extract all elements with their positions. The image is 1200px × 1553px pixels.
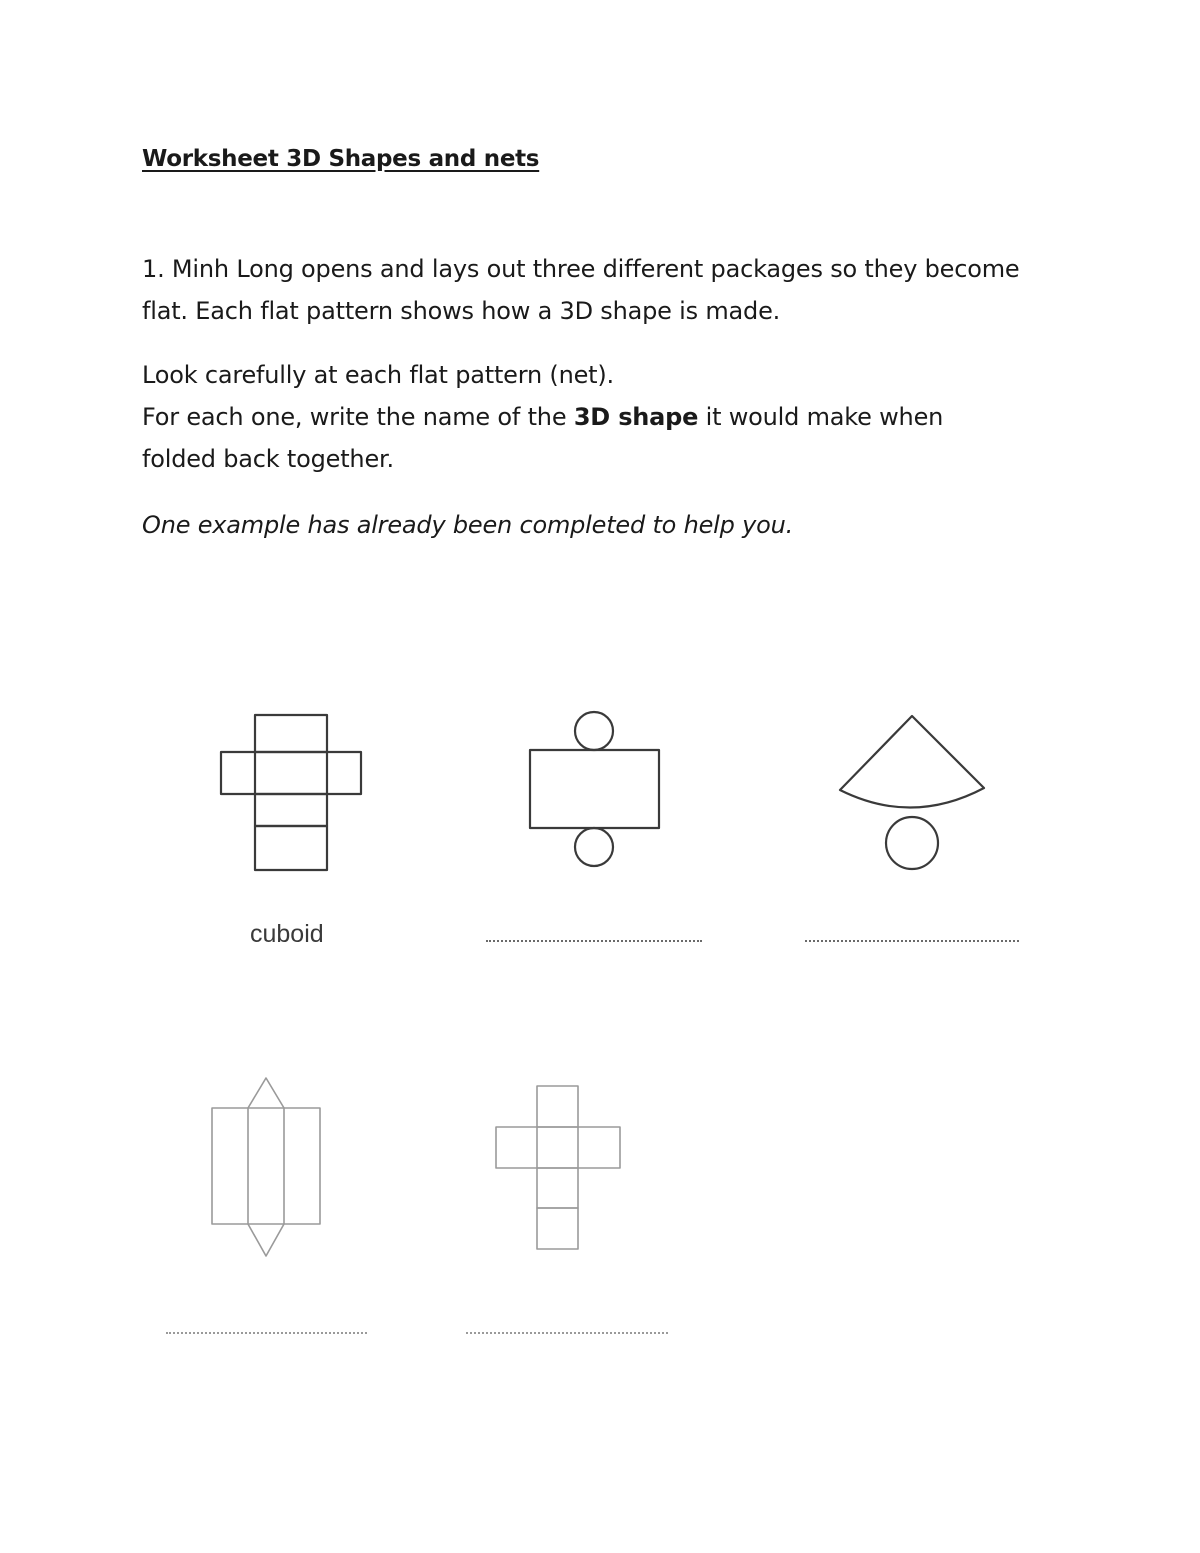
cylinder-net-bottom-circle <box>575 828 613 866</box>
cuboid-net-back-face <box>255 826 327 870</box>
cone-net-diagram <box>838 714 988 870</box>
answer-line-4[interactable] <box>166 1332 367 1334</box>
cylinder-net-top-circle <box>575 712 613 750</box>
answer-line-3[interactable] <box>805 940 1019 942</box>
worksheet-title: Worksheet 3D Shapes and nets <box>142 146 540 172</box>
instruction-part-1: Look carefully at each flat pattern (net). <box>142 361 614 389</box>
answer-label-cuboid: cuboid <box>250 920 324 948</box>
instruction-part-2: For each one, write the name of the <box>142 403 574 431</box>
cuboid-net-middle-strip <box>221 752 361 794</box>
cube-net-bottom-face <box>537 1208 578 1249</box>
cube-net-diagram <box>495 1085 623 1251</box>
question-text: 1. Minh Long opens and lays out three different packages so they become flat. Each flat pattern shows how a 3D shape is made. <box>142 255 1020 325</box>
answer-line-5[interactable] <box>466 1332 668 1334</box>
example-note: One example has already been completed to help you. <box>142 511 794 539</box>
triangular-prism-net-diagram <box>210 1076 322 1258</box>
cone-net-base-circle <box>886 817 938 869</box>
cuboid-net-diagram <box>220 714 362 872</box>
instruction-part-3: it would make when folded back together. <box>142 403 944 473</box>
cube-net-lower-face <box>537 1168 578 1208</box>
prism-net-top-triangle <box>248 1078 284 1108</box>
cylinder-net-diagram <box>528 711 662 869</box>
answer-line-2[interactable] <box>486 940 702 942</box>
prism-net-rectangles <box>212 1108 320 1224</box>
prism-net-bottom-triangle <box>248 1224 284 1256</box>
cuboid-net-bottom-face <box>255 794 327 826</box>
cone-net-sector <box>840 716 984 808</box>
cylinder-net-rectangle <box>530 750 659 828</box>
cuboid-net-top-face <box>255 715 327 752</box>
cube-net-top-face <box>537 1086 578 1127</box>
instruction-bold: 3D shape <box>573 403 699 431</box>
instruction-text <box>142 354 1022 480</box>
cube-net-middle-strip <box>496 1127 620 1168</box>
